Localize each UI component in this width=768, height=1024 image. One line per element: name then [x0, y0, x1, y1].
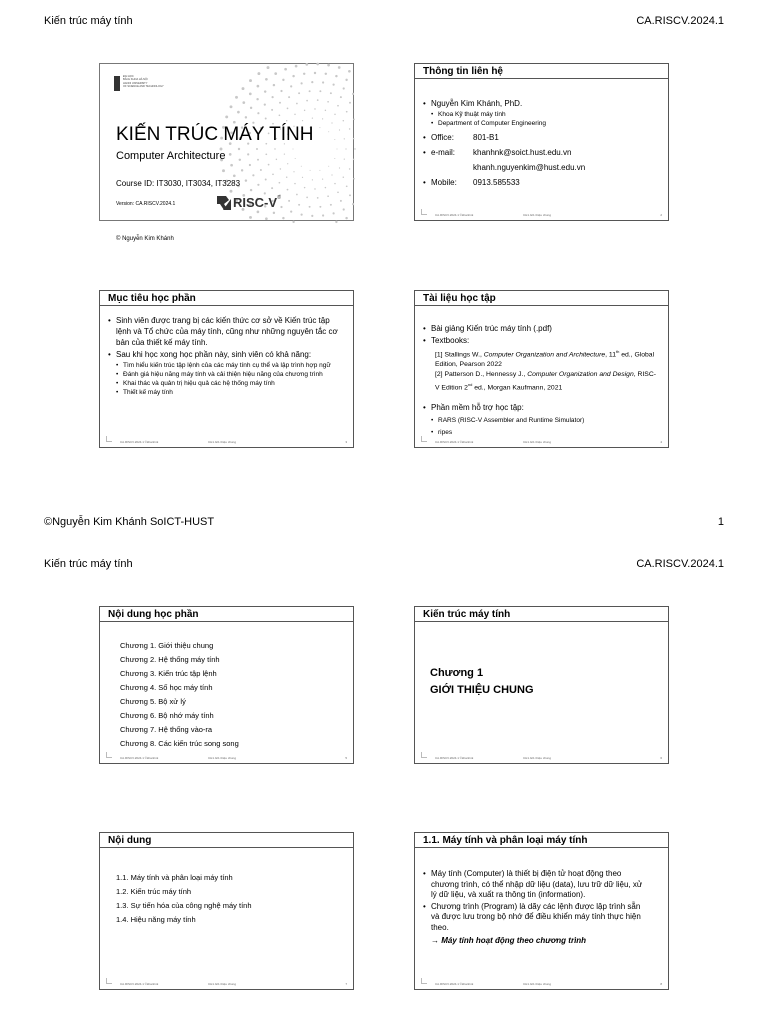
- page-footer-left: ©Nguyễn Kim Khánh SoICT-HUST: [44, 516, 215, 528]
- chapter-item: Chương 7. Hệ thống vào-ra: [120, 725, 213, 734]
- slide-footer: CA.RISCV.2024.1 ©khanhnk CH1.GI1 thiệu chung 6: [415, 749, 668, 763]
- key-statement: → Máy tính hoạt động theo chương trình: [431, 936, 587, 945]
- sub-objective: • Tìm hiểu kiến trúc tập lệnh của các máy tính cụ thể và lập trình hợp ngữ: [116, 361, 345, 370]
- software-item: • ripes: [431, 427, 660, 439]
- slide-title: [99, 63, 354, 242]
- slide-footer: CA.RISCV.2024.1 ©khanhnk CH1.GI1 thiệu chung 7: [100, 975, 353, 989]
- course-id: Course ID: IT3030, IT3034, IT3283: [116, 179, 241, 188]
- chapter-item: Chương 3. Kiến trúc tập lệnh: [120, 669, 217, 678]
- slide-footer: CA.RISCV.2024.1 ©khanhnk CH1.GI1 thiệu chung 2: [415, 206, 668, 220]
- email-link-2[interactable]: khanh.nguyenkim@hust.edu.vn: [473, 163, 586, 172]
- version: Version: CA.RISCV.2024.1: [116, 201, 176, 207]
- riscv-logo: RISC-V ®: [217, 195, 281, 210]
- author: © Nguyễn Kim Khánh: [116, 236, 174, 242]
- sub-objective: • Khai thác và quản trị hiệu quả các hệ thống máy tính: [116, 379, 345, 388]
- slide-chapter-1: [414, 606, 669, 764]
- slide-computer-definition: [414, 832, 669, 990]
- page-header-left: Kiến trúc máy tính: [44, 15, 133, 27]
- objective-1: • Sinh viên được trang bị các kiến thức cơ sở về Kiến trúc tập lệnh và Tổ chức của máy tính, cũng như những nguyên tắc cơ bản của thiết kế máy tính.: [108, 315, 345, 348]
- slide-title-text: Mục tiêu học phần: [100, 291, 353, 306]
- slide-title-text: Nội dung học phần: [100, 607, 353, 622]
- section-item: 1.1. Máy tính và phân loại máy tính: [116, 873, 233, 882]
- chapter-item: Chương 8. Các kiến trúc song song: [120, 739, 239, 748]
- page-header-right: CA.RISCV.2024.1: [636, 558, 724, 570]
- email-label: e-mail:: [431, 148, 456, 157]
- slide-title-text: Tài liệu học tập: [415, 291, 668, 306]
- slide-objectives: [99, 290, 354, 448]
- faculty: • Khoa Kỹ thuật máy tính: [431, 110, 660, 119]
- objective-2: • Sau khi học xong học phần này, sinh viên có khả năng: • Tìm hiểu kiến trúc tập lệnh của các máy tính cụ thể và lập trình hợp ngữ • Đánh giá hiệu năng máy tính và cải thiện hiệu năng của chương trình • Khai thác và quản trị hiệu quả các hệ thống máy tính • Thiết kế máy tính: [108, 349, 345, 397]
- software-item: • RARS (RISC-V Assembler and Runtime Simulator): [431, 415, 660, 427]
- slide-course-content: [99, 606, 354, 764]
- slide-title-text: Nội dung: [100, 833, 353, 848]
- slide-footer: CA.RISCV.2024.1 ©khanhnk CH1.GI1 thiệu chung 5: [100, 749, 353, 763]
- slide-footer: CA.RISCV.2024.1 ©khanhnk CH1.GI1 thiệu chung 8: [415, 975, 668, 989]
- course-subtitle: Computer Architecture: [116, 150, 226, 162]
- chapter-item: Chương 1. Giới thiệu chung: [120, 641, 214, 650]
- department: • Department of Computer Engineering: [431, 119, 660, 128]
- riscv-logo-icon: [217, 196, 231, 210]
- slide-contact: Thông tin liên hệ • Nguyễn Kim Khánh, PhD. • Khoa Kỹ thuật máy tính • Department of Computer Engineering • Office: 801-B1 • e-mail: khanhnk@soict.hust.edu.vn khanh.nguyenkim@hust.edu.vn • Mobile: 0913.585533 CA.RISCV.2024.1 ©khanhnk CH1.GI1 thiệu chung 2: [414, 63, 669, 221]
- material-textbooks: • Textbooks:: [423, 335, 660, 346]
- mobile-label: Mobile:: [431, 178, 457, 187]
- mobile-value: 0913.585533: [473, 178, 520, 187]
- university-logo-text: ĐẠI HỌC BÁCH KHOA HÀ NỘI HANOI UNIVERSITY OF SCIENCE AND TECHNOLOGY: [123, 75, 164, 89]
- page-header-left: Kiến trúc máy tính: [44, 558, 133, 570]
- chapter-heading: Chương 1 GIỚI THIỆU CHUNG: [430, 667, 534, 696]
- page-header-right: CA.RISCV.2024.1: [636, 15, 724, 27]
- email-link-1[interactable]: khanhnk@soict.hust.edu.vn: [473, 148, 572, 157]
- slide-title-text: 1.1. Máy tính và phân loại máy tính: [415, 833, 668, 848]
- page-number: 1: [717, 516, 724, 528]
- definition-computer: • Máy tính (Computer) là thiết bị điện tử hoạt động theo chương trình, có thể nhập dữ liệu (data), lưu trữ dữ liệu, xử lý dữ liệu, và xuất ra thông tin (information).: [423, 869, 650, 901]
- chapter-item: Chương 6. Bộ nhớ máy tính: [120, 711, 214, 720]
- section-item: 1.3. Sự tiến hóa của công nghệ máy tính: [116, 901, 252, 910]
- course-title: KIẾN TRÚC MÁY TÍNH: [116, 124, 314, 145]
- material-lecture: • Bài giảng Kiến trúc máy tính (.pdf): [423, 323, 660, 334]
- chapter-item: Chương 2. Hệ thống máy tính: [120, 655, 220, 664]
- office-value: 801-B1: [473, 133, 499, 142]
- contact-name: • Nguyễn Kim Khánh, PhD. • Khoa Kỹ thuật máy tính • Department of Computer Engineering: [423, 98, 660, 128]
- office-label: Office:: [431, 133, 454, 142]
- slide-title-text: Kiến trúc máy tính: [415, 607, 668, 622]
- sub-objective: • Thiết kế máy tính: [116, 388, 345, 397]
- slide-title-text: Thông tin liên hệ: [415, 64, 668, 79]
- section-item: 1.2. Kiến trúc máy tính: [116, 887, 192, 896]
- university-logo-icon: [114, 76, 120, 91]
- chapter-item: Chương 4. Số học máy tính: [120, 683, 213, 692]
- slide-materials: [414, 290, 669, 448]
- chapter-item: Chương 5. Bộ xử lý: [120, 697, 186, 706]
- textbook-ref-1: [1] Stallings W., Computer Organization and Architecture, 11th ed., Global Edition, Pearson 2022: [435, 349, 655, 369]
- slide-footer: CA.RISCV.2024.1 ©khanhnk CH1.GI1 thiệu chung 3: [100, 433, 353, 447]
- slide-footer: CA.RISCV.2024.1 ©khanhnk CH1.GI1 thiệu chung 4: [415, 433, 668, 447]
- slide-chapter-content: [99, 832, 354, 990]
- definition-program: • Chương trình (Program) là dãy các lệnh được lập trình sẵn và được lưu trong bộ nhớ để điều khiển máy tính thực hiện theo.: [423, 902, 650, 934]
- textbook-ref-2: [2] Patterson D., Hennessy J., Computer Organization and Design, RISC-V Edition 2nd ed., Morgan Kaufmann, 2021: [435, 371, 657, 392]
- sub-objective: • Đánh giá hiệu năng máy tính và cải thiện hiệu năng của chương trình: [116, 370, 345, 379]
- section-item: 1.4. Hiệu năng máy tính: [116, 915, 196, 924]
- material-software: • Phần mềm hỗ trợ học tập: • RARS (RISC-V Assembler and Runtime Simulator) • ripes: [423, 402, 660, 439]
